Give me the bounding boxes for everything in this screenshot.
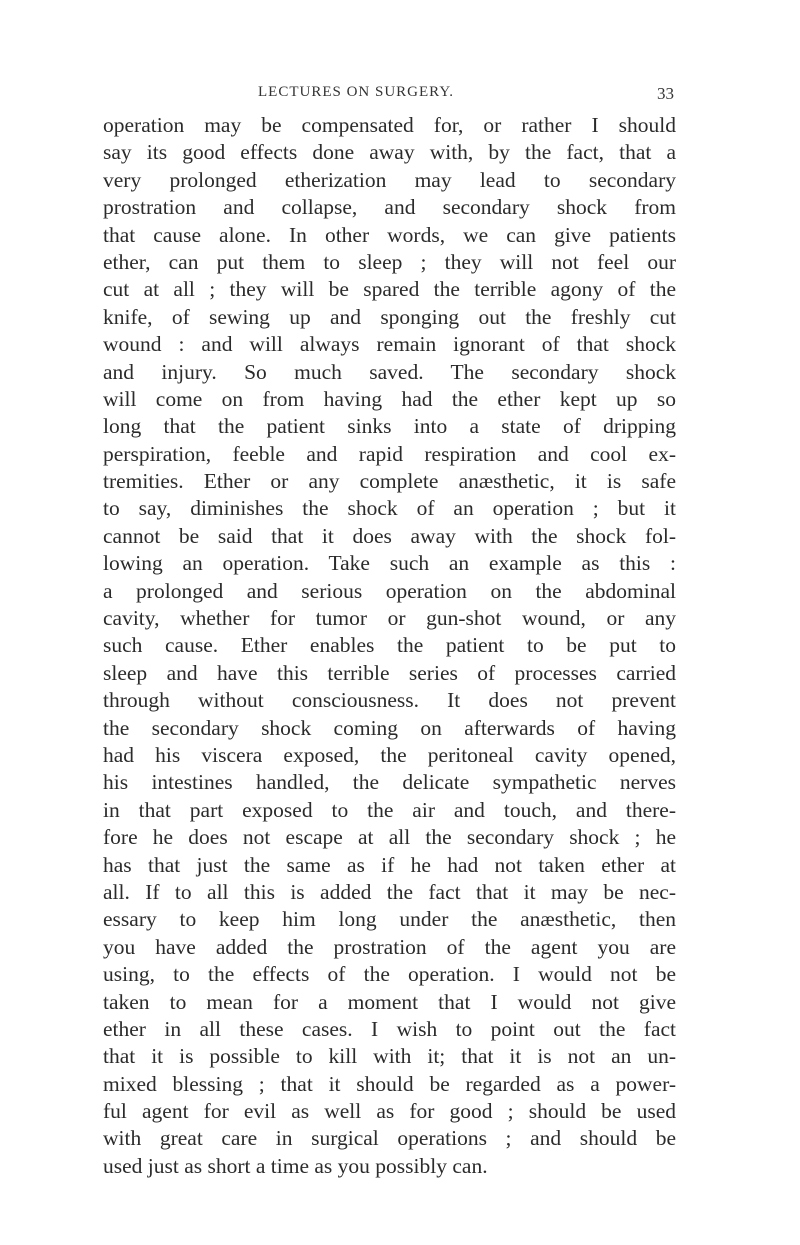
text-line: the secondary shock coming on afterwards of having [103, 715, 676, 740]
text-line: will come on from having had the ether kept up so [103, 386, 676, 411]
text-line: knife, of sewing up and sponging out the freshly cut [103, 304, 676, 329]
text-line: that cause alone. In other words, we can give patients [103, 222, 676, 247]
text-line: such cause. Ether enables the patient to be put to [103, 633, 676, 658]
text-line: had his viscera exposed, the peritoneal cavity opened, [103, 742, 676, 767]
text-line: has that just the same as if he had not taken ether at [103, 852, 676, 877]
text-line: cannot be said that it does away with the shock fol- [103, 523, 676, 548]
text-line: with great care in surgical operations ; and should be [103, 1126, 676, 1151]
text-line: fore he does not escape at all the secondary shock ; he [103, 825, 676, 850]
text-line: in that part exposed to the air and touch, and there- [103, 797, 676, 822]
text-line: prostration and collapse, and secondary shock from [103, 195, 676, 220]
text-line: you have added the prostration of the agent you are [103, 934, 676, 959]
text-line: sleep and have this terrible series of processes carried [103, 660, 676, 685]
text-line: long that the patient sinks into a state of dripping [103, 414, 676, 439]
text-line: say its good effects done away with, by the fact, that a [103, 140, 676, 165]
text-line: perspiration, feeble and rapid respiration and cool ex- [103, 441, 676, 466]
text-line: wound : and will always remain ignorant of that shock [103, 332, 676, 357]
running-head [258, 84, 674, 110]
text-line: essary to keep him long under the anæsthetic, then [103, 907, 676, 932]
text-line: used just as short a time as you possibly can. [103, 1153, 488, 1178]
text-line: all. If to all this is added the fact that it may be nec- [103, 879, 676, 904]
page-number: 33 [657, 84, 674, 103]
text-line: and injury. So much saved. The secondary shock [103, 359, 676, 384]
text-line: through without consciousness. It does not prevent [103, 688, 676, 713]
text-line: lowing an operation. Take such an example as this : [103, 551, 676, 576]
text-line: operation may be compensated for, or rather I should [103, 113, 676, 137]
text-line: taken to mean for a moment that I would not give [103, 989, 676, 1014]
text-line: cavity, whether for tumor or gun-shot wound, or any [103, 606, 676, 631]
body-text [103, 112, 676, 1180]
text-line: mixed blessing ; that it should be regarded as a power- [103, 1071, 676, 1096]
text-line: ether, can put them to sleep ; they will not feel our [103, 249, 676, 274]
text-line: to say, diminishes the shock of an operation ; but it [103, 496, 676, 521]
text-line: that it is possible to kill with it; that it is not an un- [103, 1044, 676, 1069]
text-line: ether in all these cases. I wish to point out the fact [103, 1016, 676, 1041]
text-line: very prolonged etherization may lead to secondary [103, 167, 676, 192]
running-title: LECTURES ON SURGERY. [258, 84, 455, 100]
text-line: tremities. Ether or any complete anæsthetic, it is safe [103, 469, 676, 494]
text-line: his intestines handled, the delicate sympathetic nerves [103, 770, 676, 795]
text-line: ful agent for evil as well as for good ; should be used [103, 1099, 676, 1124]
text-line: a prolonged and serious operation on the abdominal [103, 578, 676, 603]
text-line: cut at all ; they will be spared the terrible agony of the [103, 277, 676, 302]
text-line: using, to the effects of the operation. I would not be [103, 962, 676, 987]
